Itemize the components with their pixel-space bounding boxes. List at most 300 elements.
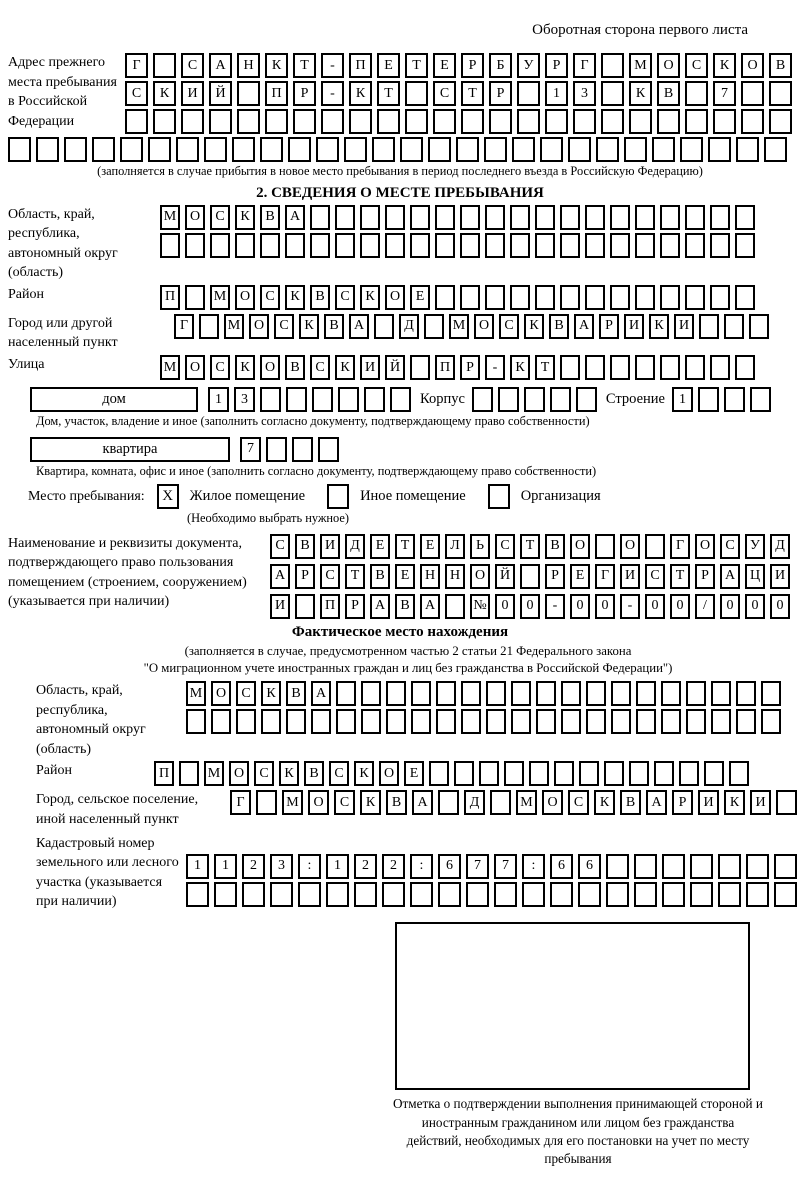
- char-cell[interactable]: О: [211, 681, 231, 706]
- char-cell[interactable]: [411, 709, 431, 734]
- char-cell[interactable]: [485, 205, 505, 230]
- char-cell[interactable]: В: [620, 790, 641, 815]
- char-cell[interactable]: [601, 53, 624, 78]
- char-cell[interactable]: 1: [214, 854, 237, 879]
- char-cell[interactable]: [460, 233, 480, 258]
- char-cell[interactable]: [265, 109, 288, 134]
- char-cell[interactable]: [578, 882, 601, 907]
- char-cell[interactable]: [636, 709, 656, 734]
- char-cell[interactable]: С: [645, 564, 665, 589]
- char-cell[interactable]: С: [568, 790, 589, 815]
- char-cell[interactable]: [735, 205, 755, 230]
- char-cell[interactable]: Й: [209, 81, 232, 106]
- char-cell[interactable]: 7: [494, 854, 517, 879]
- char-cell[interactable]: [586, 709, 606, 734]
- char-cell[interactable]: [710, 205, 730, 230]
- char-cell[interactable]: П: [265, 81, 288, 106]
- char-cell[interactable]: [261, 709, 281, 734]
- char-cell[interactable]: 1: [186, 854, 209, 879]
- char-cell[interactable]: Т: [520, 534, 540, 559]
- char-cell[interactable]: 2: [354, 854, 377, 879]
- char-cell[interactable]: [585, 233, 605, 258]
- char-cell[interactable]: [285, 233, 305, 258]
- char-cell[interactable]: [237, 81, 260, 106]
- char-cell[interactable]: [685, 109, 708, 134]
- char-cell[interactable]: [561, 681, 581, 706]
- char-cell[interactable]: [520, 564, 540, 589]
- char-cell[interactable]: 0: [645, 594, 665, 619]
- char-cell[interactable]: [298, 882, 321, 907]
- char-cell[interactable]: [386, 681, 406, 706]
- char-cell[interactable]: М: [629, 53, 652, 78]
- char-cell[interactable]: [510, 205, 530, 230]
- char-cell[interactable]: [211, 709, 231, 734]
- char-cell[interactable]: [181, 109, 204, 134]
- char-cell[interactable]: [690, 854, 713, 879]
- char-cell[interactable]: 1: [545, 81, 568, 106]
- char-cell[interactable]: [237, 109, 260, 134]
- char-cell[interactable]: С: [236, 681, 256, 706]
- char-cell[interactable]: Т: [377, 81, 400, 106]
- char-cell[interactable]: С: [685, 53, 708, 78]
- char-cell[interactable]: [606, 882, 629, 907]
- char-cell[interactable]: 7: [240, 437, 261, 462]
- char-cell[interactable]: Б: [489, 53, 512, 78]
- char-cell[interactable]: [660, 233, 680, 258]
- char-cell[interactable]: С: [329, 761, 349, 786]
- char-cell[interactable]: С: [270, 534, 290, 559]
- char-cell[interactable]: [718, 854, 741, 879]
- char-cell[interactable]: К: [153, 81, 176, 106]
- char-cell[interactable]: [540, 137, 563, 162]
- char-cell[interactable]: Е: [395, 564, 415, 589]
- char-cell[interactable]: Е: [570, 564, 590, 589]
- char-cell[interactable]: О: [620, 534, 640, 559]
- char-cell[interactable]: Р: [460, 355, 480, 380]
- char-cell[interactable]: О: [249, 314, 269, 339]
- char-cell[interactable]: 1: [208, 387, 229, 412]
- char-cell[interactable]: 0: [770, 594, 790, 619]
- char-cell[interactable]: А: [574, 314, 594, 339]
- char-cell[interactable]: [545, 109, 568, 134]
- char-cell[interactable]: [438, 882, 461, 907]
- char-cell[interactable]: [460, 285, 480, 310]
- char-cell[interactable]: К: [335, 355, 355, 380]
- char-cell[interactable]: [486, 681, 506, 706]
- char-cell[interactable]: [435, 285, 455, 310]
- char-cell[interactable]: [479, 761, 499, 786]
- char-cell[interactable]: :: [410, 854, 433, 879]
- char-cell[interactable]: К: [524, 314, 544, 339]
- char-cell[interactable]: Т: [461, 81, 484, 106]
- char-cell[interactable]: [321, 109, 344, 134]
- char-cell[interactable]: И: [770, 564, 790, 589]
- char-cell[interactable]: [385, 205, 405, 230]
- char-cell[interactable]: Й: [495, 564, 515, 589]
- char-cell[interactable]: В: [545, 534, 565, 559]
- char-cell[interactable]: Л: [445, 534, 465, 559]
- char-cell[interactable]: И: [750, 790, 771, 815]
- char-cell[interactable]: М: [160, 205, 180, 230]
- char-cell[interactable]: М: [160, 355, 180, 380]
- char-cell[interactable]: [486, 709, 506, 734]
- char-cell[interactable]: [349, 109, 372, 134]
- char-cell[interactable]: [405, 81, 428, 106]
- char-cell[interactable]: Т: [670, 564, 690, 589]
- char-cell[interactable]: В: [657, 81, 680, 106]
- char-cell[interactable]: [595, 534, 615, 559]
- char-cell[interactable]: О: [470, 564, 490, 589]
- char-cell[interactable]: [286, 387, 307, 412]
- char-cell[interactable]: Д: [345, 534, 365, 559]
- char-cell[interactable]: 0: [720, 594, 740, 619]
- char-cell[interactable]: [736, 137, 759, 162]
- char-cell[interactable]: А: [285, 205, 305, 230]
- char-cell[interactable]: [364, 387, 385, 412]
- char-cell[interactable]: [64, 137, 87, 162]
- char-cell[interactable]: [354, 882, 377, 907]
- char-cell[interactable]: [199, 314, 219, 339]
- char-cell[interactable]: О: [570, 534, 590, 559]
- char-cell[interactable]: О: [185, 205, 205, 230]
- char-cell[interactable]: [484, 137, 507, 162]
- char-cell[interactable]: К: [285, 285, 305, 310]
- char-cell[interactable]: В: [260, 205, 280, 230]
- char-cell[interactable]: П: [320, 594, 340, 619]
- char-cell[interactable]: Р: [295, 564, 315, 589]
- char-cell[interactable]: [232, 137, 255, 162]
- char-cell[interactable]: [635, 285, 655, 310]
- char-cell[interactable]: [679, 761, 699, 786]
- char-cell[interactable]: [510, 285, 530, 310]
- char-cell[interactable]: 7: [713, 81, 736, 106]
- char-cell[interactable]: [260, 137, 283, 162]
- char-cell[interactable]: [361, 681, 381, 706]
- char-cell[interactable]: О: [741, 53, 764, 78]
- char-cell[interactable]: [686, 681, 706, 706]
- char-cell[interactable]: [661, 681, 681, 706]
- char-cell[interactable]: [335, 205, 355, 230]
- char-cell[interactable]: Н: [445, 564, 465, 589]
- char-cell[interactable]: О: [542, 790, 563, 815]
- char-cell[interactable]: Г: [230, 790, 251, 815]
- char-cell[interactable]: [256, 790, 277, 815]
- char-cell[interactable]: [560, 285, 580, 310]
- char-cell[interactable]: 6: [578, 854, 601, 879]
- char-cell[interactable]: [438, 790, 459, 815]
- char-cell[interactable]: [411, 681, 431, 706]
- char-cell[interactable]: И: [181, 81, 204, 106]
- char-cell[interactable]: [445, 594, 465, 619]
- char-cell[interactable]: :: [298, 854, 321, 879]
- char-cell[interactable]: С: [320, 564, 340, 589]
- char-cell[interactable]: В: [310, 285, 330, 310]
- char-cell[interactable]: [776, 790, 797, 815]
- char-cell[interactable]: [601, 81, 624, 106]
- char-cell[interactable]: [512, 137, 535, 162]
- char-cell[interactable]: 3: [234, 387, 255, 412]
- char-cell[interactable]: Е: [420, 534, 440, 559]
- char-cell[interactable]: [624, 137, 647, 162]
- char-cell[interactable]: [204, 137, 227, 162]
- char-cell[interactable]: [660, 285, 680, 310]
- char-cell[interactable]: Г: [573, 53, 596, 78]
- char-cell[interactable]: Й: [385, 355, 405, 380]
- char-cell[interactable]: К: [510, 355, 530, 380]
- char-cell[interactable]: [186, 882, 209, 907]
- char-cell[interactable]: О: [235, 285, 255, 310]
- char-cell[interactable]: [560, 355, 580, 380]
- char-cell[interactable]: Е: [404, 761, 424, 786]
- char-cell[interactable]: М: [210, 285, 230, 310]
- char-cell[interactable]: [764, 137, 787, 162]
- char-cell[interactable]: А: [420, 594, 440, 619]
- char-cell[interactable]: А: [311, 681, 331, 706]
- char-cell[interactable]: К: [713, 53, 736, 78]
- char-cell[interactable]: [610, 285, 630, 310]
- char-cell[interactable]: [292, 437, 313, 462]
- char-cell[interactable]: [736, 709, 756, 734]
- char-cell[interactable]: А: [209, 53, 232, 78]
- char-cell[interactable]: [535, 205, 555, 230]
- checkbox-organizatsiya[interactable]: [488, 484, 510, 509]
- char-cell[interactable]: [382, 882, 405, 907]
- char-cell[interactable]: Р: [345, 594, 365, 619]
- char-cell[interactable]: -: [485, 355, 505, 380]
- char-cell[interactable]: [685, 355, 705, 380]
- char-cell[interactable]: -: [620, 594, 640, 619]
- char-cell[interactable]: [724, 314, 744, 339]
- char-cell[interactable]: В: [295, 534, 315, 559]
- char-cell[interactable]: [433, 109, 456, 134]
- char-cell[interactable]: [761, 709, 781, 734]
- char-cell[interactable]: О: [385, 285, 405, 310]
- char-cell[interactable]: [635, 205, 655, 230]
- char-cell[interactable]: Т: [535, 355, 555, 380]
- char-cell[interactable]: Р: [672, 790, 693, 815]
- char-cell[interactable]: С: [495, 534, 515, 559]
- char-cell[interactable]: [710, 285, 730, 310]
- char-cell[interactable]: [560, 205, 580, 230]
- char-cell[interactable]: [390, 387, 411, 412]
- char-cell[interactable]: [735, 285, 755, 310]
- char-cell[interactable]: [635, 233, 655, 258]
- char-cell[interactable]: А: [720, 564, 740, 589]
- checkbox-zhiloe[interactable]: X: [157, 484, 179, 509]
- char-cell[interactable]: [310, 233, 330, 258]
- char-cell[interactable]: [405, 109, 428, 134]
- char-cell[interactable]: [735, 233, 755, 258]
- char-cell[interactable]: М: [282, 790, 303, 815]
- char-cell[interactable]: 0: [495, 594, 515, 619]
- char-cell[interactable]: В: [395, 594, 415, 619]
- char-cell[interactable]: В: [324, 314, 344, 339]
- char-cell[interactable]: И: [624, 314, 644, 339]
- char-cell[interactable]: [652, 137, 675, 162]
- char-cell[interactable]: 1: [672, 387, 693, 412]
- char-cell[interactable]: П: [435, 355, 455, 380]
- char-cell[interactable]: [749, 314, 769, 339]
- char-cell[interactable]: [344, 137, 367, 162]
- char-cell[interactable]: [718, 882, 741, 907]
- char-cell[interactable]: [517, 109, 540, 134]
- char-cell[interactable]: Р: [545, 53, 568, 78]
- char-cell[interactable]: [554, 761, 574, 786]
- char-cell[interactable]: С: [334, 790, 355, 815]
- char-cell[interactable]: [634, 854, 657, 879]
- char-cell[interactable]: [769, 109, 792, 134]
- char-cell[interactable]: М: [186, 681, 206, 706]
- char-cell[interactable]: А: [270, 564, 290, 589]
- char-cell[interactable]: А: [412, 790, 433, 815]
- char-cell[interactable]: [662, 882, 685, 907]
- char-cell[interactable]: Ц: [745, 564, 765, 589]
- char-cell[interactable]: О: [657, 53, 680, 78]
- char-cell[interactable]: К: [354, 761, 374, 786]
- char-cell[interactable]: [176, 137, 199, 162]
- char-cell[interactable]: М: [224, 314, 244, 339]
- char-cell[interactable]: [524, 387, 545, 412]
- char-cell[interactable]: [311, 709, 331, 734]
- char-cell[interactable]: О: [308, 790, 329, 815]
- char-cell[interactable]: В: [769, 53, 792, 78]
- char-cell[interactable]: 0: [595, 594, 615, 619]
- char-cell[interactable]: Р: [293, 81, 316, 106]
- char-cell[interactable]: [711, 681, 731, 706]
- char-cell[interactable]: [710, 233, 730, 258]
- char-cell[interactable]: [293, 109, 316, 134]
- char-cell[interactable]: [629, 761, 649, 786]
- char-cell[interactable]: [336, 681, 356, 706]
- char-cell[interactable]: Р: [695, 564, 715, 589]
- char-cell[interactable]: Т: [395, 534, 415, 559]
- char-cell[interactable]: [338, 387, 359, 412]
- char-cell[interactable]: [295, 594, 315, 619]
- char-cell[interactable]: [386, 709, 406, 734]
- char-cell[interactable]: П: [154, 761, 174, 786]
- char-cell[interactable]: Г: [670, 534, 690, 559]
- char-cell[interactable]: К: [279, 761, 299, 786]
- char-cell[interactable]: [511, 709, 531, 734]
- char-cell[interactable]: И: [698, 790, 719, 815]
- char-cell[interactable]: С: [210, 355, 230, 380]
- char-cell[interactable]: [510, 233, 530, 258]
- char-cell[interactable]: 0: [670, 594, 690, 619]
- char-cell[interactable]: [769, 81, 792, 106]
- char-cell[interactable]: О: [260, 355, 280, 380]
- char-cell[interactable]: [585, 285, 605, 310]
- char-cell[interactable]: [685, 81, 708, 106]
- char-cell[interactable]: [550, 387, 571, 412]
- char-cell[interactable]: [260, 233, 280, 258]
- char-cell[interactable]: [424, 314, 444, 339]
- char-cell[interactable]: [654, 761, 674, 786]
- char-cell[interactable]: [400, 137, 423, 162]
- char-cell[interactable]: [685, 233, 705, 258]
- char-cell[interactable]: [160, 233, 180, 258]
- char-cell[interactable]: [522, 882, 545, 907]
- char-cell[interactable]: [561, 709, 581, 734]
- char-cell[interactable]: [601, 109, 624, 134]
- char-cell[interactable]: К: [349, 81, 372, 106]
- char-cell[interactable]: [461, 681, 481, 706]
- char-cell[interactable]: П: [349, 53, 372, 78]
- char-cell[interactable]: К: [235, 355, 255, 380]
- char-cell[interactable]: [360, 205, 380, 230]
- char-cell[interactable]: Г: [125, 53, 148, 78]
- char-cell[interactable]: [596, 137, 619, 162]
- char-cell[interactable]: В: [285, 355, 305, 380]
- char-cell[interactable]: Г: [595, 564, 615, 589]
- char-cell[interactable]: К: [261, 681, 281, 706]
- char-cell[interactable]: [374, 314, 394, 339]
- char-cell[interactable]: [606, 854, 629, 879]
- char-cell[interactable]: [185, 233, 205, 258]
- char-cell[interactable]: [579, 761, 599, 786]
- char-cell[interactable]: [310, 205, 330, 230]
- char-cell[interactable]: [698, 387, 719, 412]
- char-cell[interactable]: [741, 109, 764, 134]
- char-cell[interactable]: /: [695, 594, 715, 619]
- char-cell[interactable]: Д: [464, 790, 485, 815]
- char-cell[interactable]: [186, 709, 206, 734]
- char-cell[interactable]: С: [310, 355, 330, 380]
- char-cell[interactable]: [485, 285, 505, 310]
- char-cell[interactable]: [270, 882, 293, 907]
- char-cell[interactable]: С: [720, 534, 740, 559]
- char-cell[interactable]: [360, 233, 380, 258]
- char-cell[interactable]: [461, 109, 484, 134]
- char-cell[interactable]: Г: [174, 314, 194, 339]
- char-cell[interactable]: [774, 882, 797, 907]
- char-cell[interactable]: [120, 137, 143, 162]
- char-cell[interactable]: [724, 387, 745, 412]
- char-cell[interactable]: Ь: [470, 534, 490, 559]
- char-cell[interactable]: [610, 355, 630, 380]
- char-cell[interactable]: [148, 137, 171, 162]
- char-cell[interactable]: [586, 681, 606, 706]
- char-cell[interactable]: [529, 761, 549, 786]
- char-cell[interactable]: В: [549, 314, 569, 339]
- char-cell[interactable]: И: [674, 314, 694, 339]
- char-cell[interactable]: [685, 205, 705, 230]
- char-cell[interactable]: Е: [370, 534, 390, 559]
- char-cell[interactable]: С: [210, 205, 230, 230]
- char-cell[interactable]: 0: [745, 594, 765, 619]
- char-cell[interactable]: [611, 681, 631, 706]
- char-cell[interactable]: [312, 387, 333, 412]
- char-cell[interactable]: А: [349, 314, 369, 339]
- char-cell[interactable]: [460, 205, 480, 230]
- char-cell[interactable]: [235, 233, 255, 258]
- char-cell[interactable]: [490, 790, 511, 815]
- char-cell[interactable]: [286, 709, 306, 734]
- char-cell[interactable]: Р: [489, 81, 512, 106]
- char-cell[interactable]: [761, 681, 781, 706]
- char-cell[interactable]: [179, 761, 199, 786]
- char-cell[interactable]: 1: [326, 854, 349, 879]
- char-cell[interactable]: 6: [550, 854, 573, 879]
- char-cell[interactable]: М: [516, 790, 537, 815]
- char-cell[interactable]: С: [274, 314, 294, 339]
- char-cell[interactable]: [472, 387, 493, 412]
- char-cell[interactable]: [335, 233, 355, 258]
- char-cell[interactable]: [536, 709, 556, 734]
- char-cell[interactable]: [560, 233, 580, 258]
- char-cell[interactable]: Е: [377, 53, 400, 78]
- char-cell[interactable]: [746, 882, 769, 907]
- char-cell[interactable]: [708, 137, 731, 162]
